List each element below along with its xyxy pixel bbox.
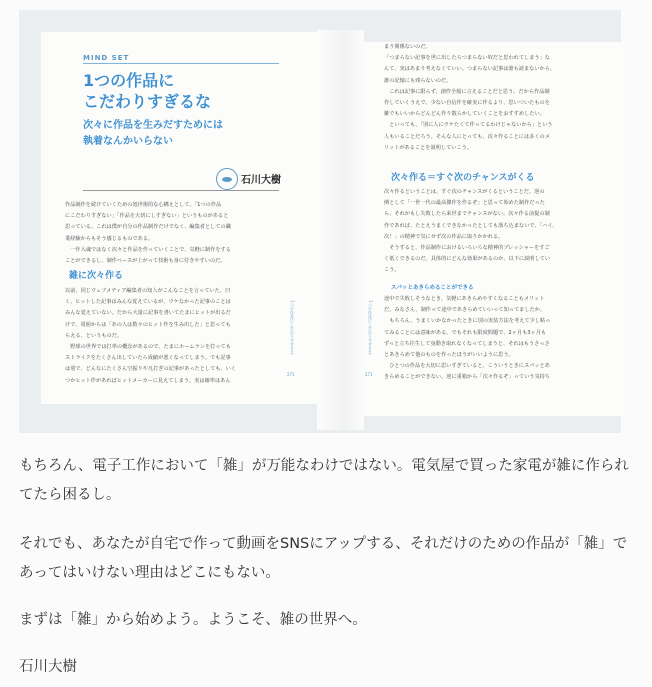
right-mid-text: 次々作るということは、すぐ次のチャンスがくるということだ。逆の 例として「一世一代の最高傑作を作るぞ」と思って始めた制作だった ら、それがもし失敗したら来世までチャンスがない。次々作る前提の制 作であれば、たとえうまくできなかったとしても落ち込まないで、「ハイ、 次！」の精神で気にせず次の作品に取りかかれる。 そうすると、作品制作におけるいろいろな精神的プレッシャーをすご く低くできるのだ。具体的にどんな効果があるのか、以下に説明してい こう。 — [384, 189, 558, 274]
left-body-text: 以前、同じウェブメディア編集者の知人がこんなことを言っていた。曰 く、ヒットした記事はみんな覚えているが、ウケなかった記事のことは みんな覚えていない。だから大量に記事を書いてたまにヒットが出るだ けで、周囲からは「あの人は数々のヒット作を生み出した」と思っても らえる、というものだ。 野球の世界では打率の概念があるので、たまにホームランを打っても ストライクをたくさん出していたら成績が悪くなってしまう。でも記事 は別で、どんなにたくさん空振りや凡打ぎの記事があったとしても、いく つかヒット作があればヒットメーカーに見えてしまう。実は確率はあん — [65, 288, 237, 384]
left-page-number: 271 — [287, 372, 295, 377]
left-running-head: 1つの作品にこだわりすぎるな — [290, 300, 295, 355]
chapter-title: 1つの作品に こだわりすぎるな — [83, 71, 212, 111]
author-rule — [83, 190, 279, 191]
article-signature: 石川大樹 — [19, 659, 77, 675]
right-page-number: 271 — [365, 372, 373, 377]
author-avatar-icon — [216, 168, 238, 190]
left-intro-text: 作品制作を続けていくための処世術的な心構えとして、「1つの作品 にこだわりすぎない」「作品を大切にしすぎない」というものがあると 思っている。これは僕が自分の作品制作だけでなく、編集者としての職 業経験からもそう感じるものである。 一作入魂ではなく次々と作品を作っていくことで、気軽に制作をする ことができるし、制作ペースが上がって技術も身に付きやすいのだ。 — [65, 202, 231, 265]
kicker-rule — [83, 63, 279, 64]
right-bottom-text: 途中で失敗しそうなとき、気軽にあきらめやすくなることもメリット だ。みなさん、制作って途中であきらめていいって知ってましたか。 もちろん、うまくいかなかったときに別の実装方法を考えて少し粘っ てみることには意味がある。でもそれも限度問題で、2ヶ月も3ヶ月も ずっと立ち往生して身動き取れなくなってしまうと、それはもうさっさ とあきらめて他のものを作ったほうがいいように思う。 ひとつの作品を大切に思いすぎていると、こういうときにスパッとあ きらめることができない。逆に重箱から「次々作るぞ」っていう気持ち — [384, 296, 551, 381]
right-running-head: 1つの作品にこだわりすぎるな — [368, 300, 373, 355]
left-section-heading: 雑に次々作る — [69, 271, 124, 281]
article-paragraph: それでも、あなたが自宅で作って動画をSNSにアップする、それだけのための作品が「雑」で あってはいけない理由はどこにもない。 — [19, 536, 628, 581]
book-spread-photo — [19, 10, 621, 433]
right-section-heading: 次々作る＝すぐ次のチャンスがくる — [391, 173, 535, 183]
chapter-author: 石川大樹 — [241, 175, 281, 186]
right-subheading: スパッとあきらめることができる — [391, 285, 474, 291]
article-paragraph: もちろん、電子工作において「雑」が万能なわけではない。電気屋で買った家電が雑に作られ てたら困るし。 — [19, 458, 629, 503]
article-paragraph: まずは「雑」から始めよう。ようこそ、雑の世界へ。 — [19, 612, 367, 628]
right-top-text: まり関係ないのだ。 「つまらない記事を世に出したらつまらない奴だと思われてしまう」な んて、実はあまり考えなくていい。つまらない記事は誰も読まないから、 誰の記憶にも残らないのだ。 これは記事に限らず、創作全般に言えることだと思う。だから作品制 作していくうえで、少ない自信作を確実に作るより、思いついたものを 雑でもいいからどんどん作り散らかしていくことをおすすめしたい。 といっても、「別に人にウケたくて作ってるわけじゃないから」という 人もいることだろう。そんな人にとっても、次々作ることには多くのメ リットがあることを説明していこう。 — [384, 44, 556, 151]
book-gutter — [317, 30, 364, 430]
chapter-subtitle: 次々に作品を生みだすためには 執着なんかいらない — [83, 120, 223, 147]
mind-set-kicker: MIND SET — [83, 54, 130, 62]
